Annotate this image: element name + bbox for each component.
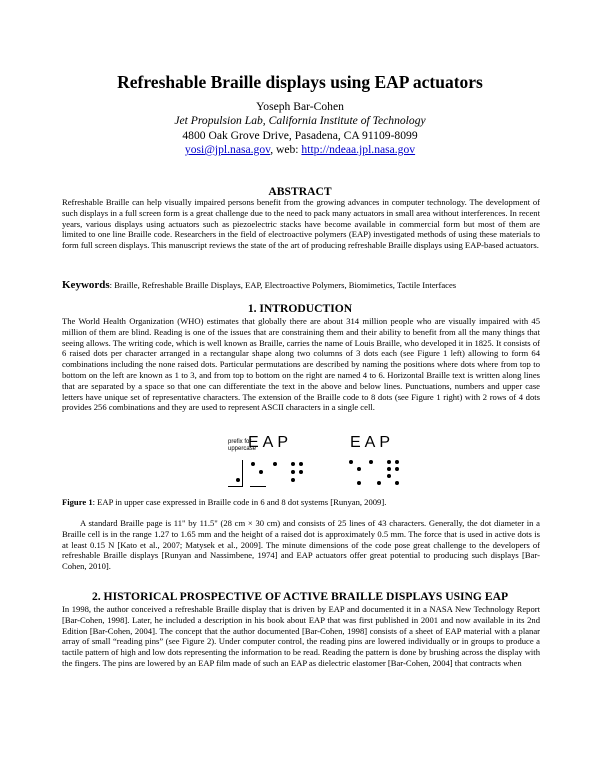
caption-text: : EAP in upper case expressed in Braille code in 6 and 8 dot systems [Runyan, 2009]. — [92, 497, 387, 507]
note-line-2: uppercase — [228, 446, 257, 452]
braille-dot — [299, 470, 303, 474]
braille-dot — [357, 481, 361, 485]
braille-dot — [387, 467, 391, 471]
braille-dot — [395, 481, 399, 485]
braille-dot — [369, 460, 373, 464]
section-1-paragraph-1: The World Health Organization (WHO) estimates that globally there are about 314 million people who are visually impaired with 45 million of them are blind. Reading is one of the issues that are constraining them and their ability to benefit from all the many things that seeing allows. The writing code, which is well known as Braille, carries the name of Louis Braille, who developed it in 1825. It consists of 6 raised dots per character arranged in a rectangular shape along two columns of 3 dots each (see Figure 1 left) allowing to form 64 combinations including the none raised dots. Particular permutations are described by naming the positions where dots where from top to bottom on the left are known as 1 to 3, and from top to bottom on the right are named 4 to 6. Horizontal Braille text is written along lines that are separated by a space so that one can differentiate the text in the above and below lines. Punctuations, numbers and upper case letters have unique set of representative characters. The extension of the Braille code to 8 dots (see Figure 1 right) with 2 rows of 4 dots provides 256 combinations and they are used to represent ASCII characters in a single cell. — [62, 316, 540, 413]
braille8-cell-a — [368, 460, 382, 488]
braille8-cell-e — [348, 460, 362, 488]
caption-label: Figure 1 — [62, 497, 93, 507]
braille-dot — [291, 478, 295, 482]
braille-dot — [236, 478, 240, 482]
section-1-paragraph-2: A standard Braille page is 11" by 11.5" (28 cm × 30 cm) and consists of 25 lines of 43 characters. Generally, the dot diameter in a Braille cell is in the range 1.27 to 1.65 mm and the height of a raised dot is approximately 0.5 mm. The force that is used in active dots is at least 0.15 N [Kato et al., 2007; Matysek et al., 2009]. The minute dimensions of the code pose great challenge to the developers of refreshable Braille displays [Runyan and Nassimbene, 1974] and EAP actuators offer great potential to producing such displays [Bar-Cohen, 2010]. — [62, 518, 540, 572]
braille-cell-a — [272, 460, 288, 486]
braille-dot — [251, 462, 255, 466]
braille-dot — [299, 462, 303, 466]
braille-dot — [377, 481, 381, 485]
figure-1 — [228, 436, 418, 488]
braille-dot — [273, 462, 277, 466]
keywords — [62, 279, 540, 291]
braille-dot — [259, 470, 263, 474]
abstract-text: Refreshable Braille can help visually impaired persons benefit from the growing advances in computer technology. The development of such displays in a full screen form is a great challenge due to the need to pack many actuators in small area without interferences. In recent years, various displays using actuators such as piezoelectric stacks have become available in commercial form but most of them are limited to one line Braille code. Researchers in the field of electroactive polymers (EAP) investigated methods of using these materials to form full screen displays. This manuscript reviews the state of the art of producing refreshable Braille displays using EAP-based actuators. — [62, 197, 540, 251]
figure-1-caption — [62, 497, 540, 507]
email-link[interactable]: yosi@jpl.nasa.gov — [184, 142, 271, 156]
author-name: Yoseph Bar-Cohen — [256, 100, 344, 113]
braille-cell-p — [290, 460, 306, 486]
section-2-paragraph-1: In 1998, the author conceived a refreshable Braille display that is driven by EAP and documented it in a NASA New Technology Report [Bar-Cohen, 1998]. Later, he included a description in his book about EAP that was first published in 2001 and now available in its 2nd Edition [Bar-Cohen, 2004]. The concept that the author documented [Bar-Cohen, 1998] consists of a sheet of EAP material with a planar array of small “reading pins” (see Figure 2). Under computer control, the reading pins are lowered individually or in groups to produce a tactile pattern of high and low dots representing the information to be read. Reading the pattern is done by brushing across the display with the fingers. The pins are lowered by an EAP film made of such an EAP as dielectric elastomer [Bar-Cohen, 2004] that contracts when — [62, 604, 540, 668]
section-1-heading: 1. INTRODUCTION — [247, 302, 353, 315]
braille-dot — [395, 467, 399, 471]
author-block — [0, 100, 600, 157]
braille-cell-e — [250, 460, 266, 487]
author-address: 4800 Oak Grove Drive, Pasadena, CA 91109-8099 — [182, 128, 418, 142]
author-affiliation: Jet Propulsion Lab, California Institute of Technology — [174, 114, 426, 128]
web-prefix: , web: — [270, 142, 302, 156]
braille-dot — [387, 474, 391, 478]
note-line-1: prefix for — [228, 439, 252, 445]
braille-dot — [291, 470, 295, 474]
figure-1-left-label: EAP — [248, 434, 293, 451]
paper-title: Refreshable Braille displays using EAP actuators — [117, 72, 483, 92]
author-contact — [0, 143, 600, 157]
braille-dot — [291, 462, 295, 466]
braille-dot — [357, 467, 361, 471]
web-link[interactable]: http://ndeaa.jpl.nasa.gov — [301, 142, 416, 156]
section-2-heading: 2. HISTORICAL PROSPECTIVE OF ACTIVE BRAILLE DISPLAYS USING EAP — [91, 590, 509, 603]
figure-1-right-label: EAP — [350, 434, 395, 451]
braille-dot — [387, 460, 391, 464]
braille-cell-prefix — [228, 460, 243, 487]
abstract-heading: ABSTRACT — [268, 185, 332, 198]
braille8-cell-p — [386, 460, 400, 488]
braille-dot — [395, 460, 399, 464]
braille-dot — [349, 460, 353, 464]
keywords-label: Keywords — [62, 279, 110, 291]
keywords-text: : Braille, Refreshable Braille Displays, EAP, Electroactive Polymers, Biomimetics, Tactile Interfaces — [109, 280, 457, 290]
